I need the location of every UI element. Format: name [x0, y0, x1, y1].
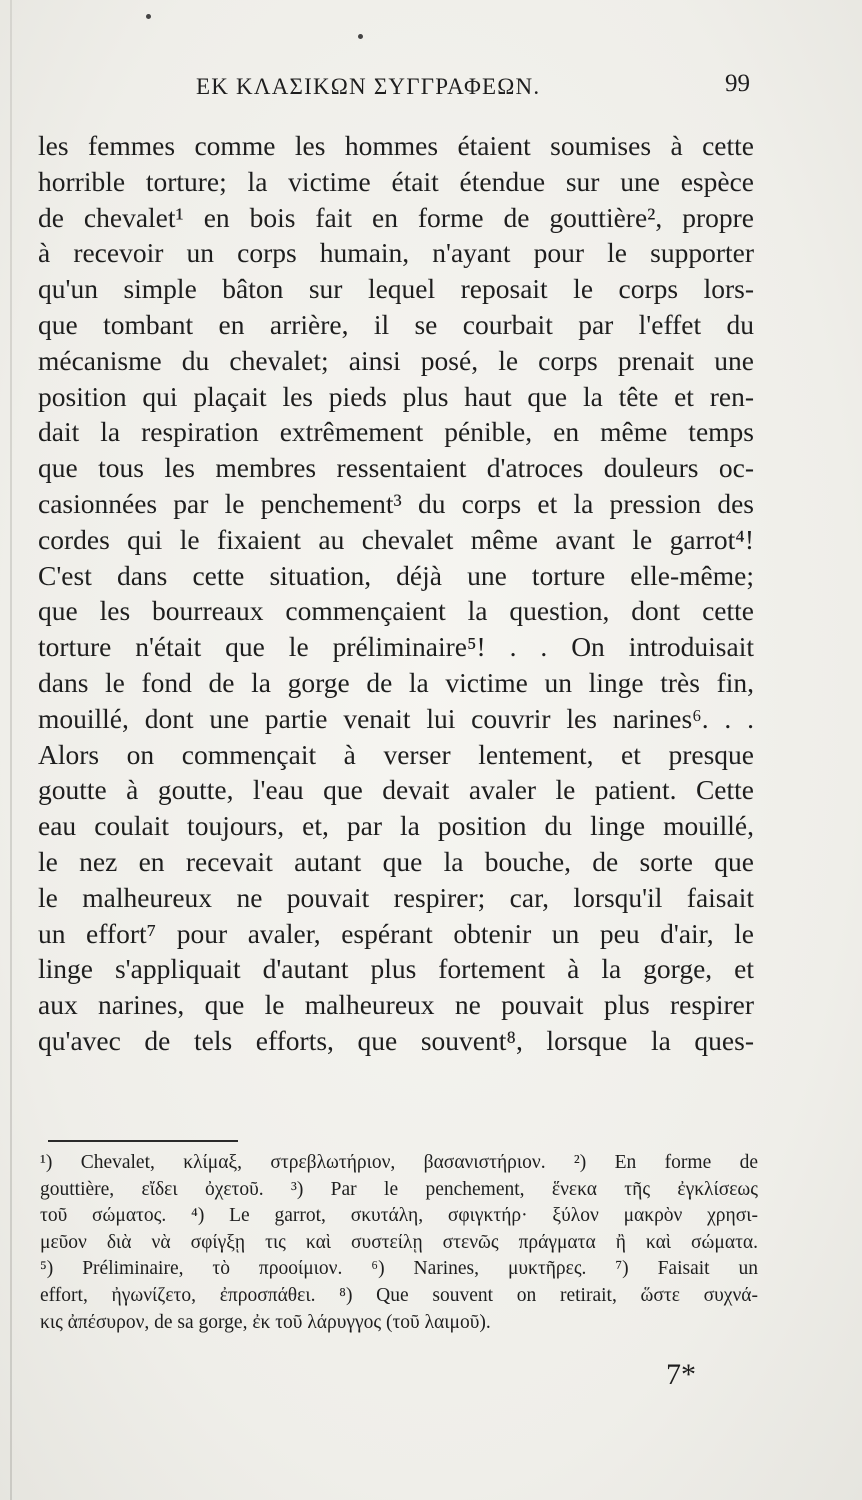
text-line: dait la respiration extrêmement pénible, en même temps — [38, 416, 754, 448]
footnote-line: effort, ἠγωνίζετο, ἐπροσπάθει. ⁸) Que souvent on retirait, ὥστε συχνά- — [40, 1284, 758, 1306]
signature-mark: 7* — [666, 1358, 696, 1391]
page-number: 99 — [725, 70, 750, 97]
body-text — [38, 128, 754, 1059]
footnote-line: τοῦ σώματος. ⁴) Le garrot, σκυτάλη, σφιγκτήρ· ξύλον μακρὸν χρησι- — [40, 1205, 758, 1227]
text-line: mouillé, dont une partie venait lui couvrir les narines⁶. . . — [38, 702, 754, 734]
footnote-rule — [48, 1140, 238, 1142]
footnote-line: ¹) Chevalet, κλίμαξ, στρεβλωτήριον, βασανιστήριον. ²) En forme de — [40, 1152, 758, 1173]
footnote-line: κις ἀπέσυρον, de sa gorge, ἐκ τοῦ λάρυγγος (τοῦ λαιμοῦ). — [40, 1311, 491, 1333]
text-line: torture n'était que le préliminaire⁵! . . On introduisait — [38, 631, 754, 663]
text-line: que les bourreaux commençaient la question, dont cette — [38, 595, 754, 627]
text-line: linge s'appliquait d'autant plus fortement à la gorge, et — [38, 953, 754, 985]
footnote-line: ⁵) Préliminaire, τὸ προοίμιον. ⁶) Narines, μυκτῆρες. ⁷) Faisait un — [40, 1258, 758, 1280]
text-line: eau coulait toujours, et, par la position du linge mouillé, — [38, 810, 754, 842]
text-line: mécanisme du chevalet; ainsi posé, le corps prenait une — [38, 344, 754, 376]
text-line: goutte à goutte, l'eau que devait avaler le patient. Cette — [38, 774, 754, 806]
footnote-line: gouttière, εἴδει ὀχετοῦ. ³) Par le penchement, ἕνεκα τῆς ἐγκλίσεως — [40, 1178, 758, 1200]
running-title: ΕΚ ΚΛΑΣΙΚΩΝ ΣΥΓΓΡΑΦΕΩΝ. — [196, 74, 541, 99]
text-line: casionnées par le penchement³ du corps et la pression des — [38, 487, 754, 519]
footnotes — [40, 1150, 758, 1336]
ink-speck — [146, 14, 151, 19]
text-line: dans le fond de la gorge de la victime un linge très fin, — [38, 666, 754, 698]
text-line: qu'un simple bâton sur lequel reposait le corps lors- — [38, 273, 754, 305]
text-line: aux narines, que le malheureux ne pouvait plus respirer — [38, 989, 754, 1021]
text-line: cordes qui le fixaient au chevalet même avant le garrot⁴! — [38, 523, 754, 555]
text-line: horrible torture; la victime était étendue sur une espèce — [38, 165, 754, 197]
text-line: de chevalet¹ en bois fait en forme de gouttière², propre — [38, 201, 754, 233]
footnote-line: μεῦον διὰ νὰ σφίγξῃ τις καὶ συστείλῃ στενῶς πράγματα ἢ καὶ σώματα. — [40, 1231, 758, 1253]
text-line: que tombant en arrière, il se courbait par l'effet du — [38, 308, 754, 340]
text-line: les femmes comme les hommes étaient soumises à cette — [38, 130, 754, 161]
page-edge — [10, 0, 12, 1500]
text-line: à recevoir un corps humain, n'ayant pour le supporter — [38, 237, 754, 269]
text-line: Alors on commençait à verser lentement, et presque — [38, 738, 754, 770]
ink-speck — [358, 34, 363, 39]
text-line: le nez en recevait autant que la bouche, de sorte que — [38, 845, 754, 877]
text-line: le malheureux ne pouvait respirer; car, lorsqu'il faisait — [38, 881, 754, 913]
text-line: position qui plaçait les pieds plus haut que la tête et ren- — [38, 380, 754, 412]
text-line: qu'avec de tels efforts, que souvent⁸, lorsque la ques- — [38, 1024, 754, 1056]
text-line: C'est dans cette situation, déjà une torture elle-même; — [38, 559, 754, 591]
text-line: que tous les membres ressentaient d'atroces douleurs oc- — [38, 452, 754, 484]
text-line: un effort⁷ pour avaler, espérant obtenir un peu d'air, le — [38, 917, 754, 949]
